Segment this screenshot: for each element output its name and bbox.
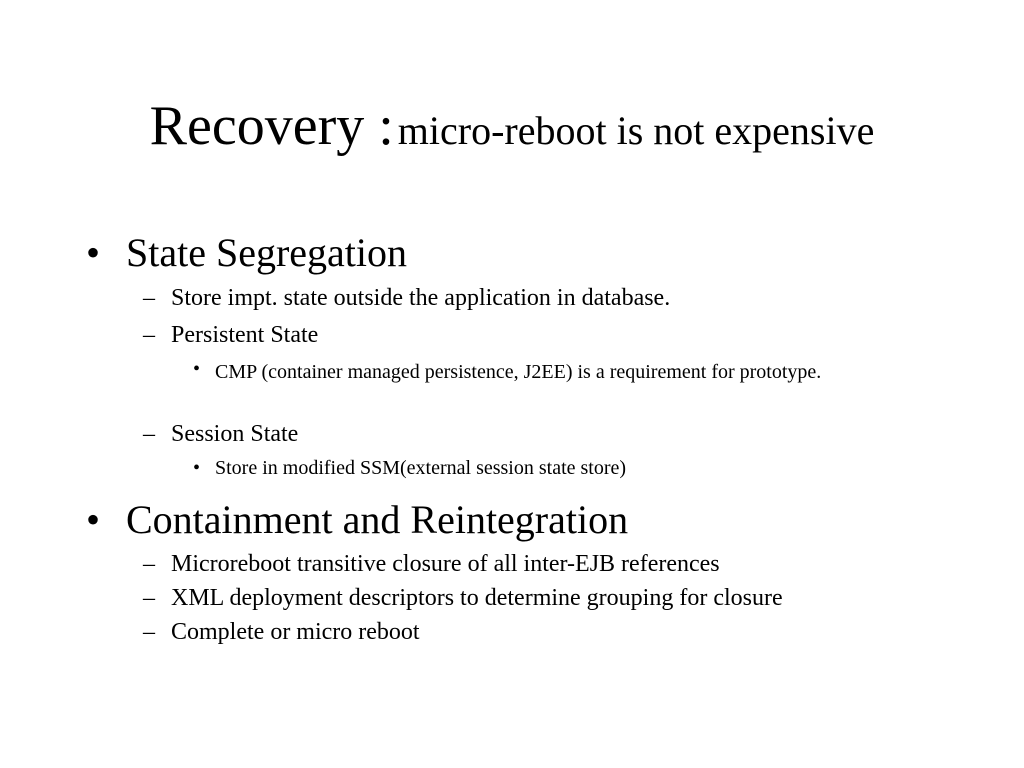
dash-marker: – bbox=[143, 322, 155, 348]
title-subtitle: micro-reboot is not expensive bbox=[397, 108, 875, 153]
subbullet-text: Complete or micro reboot bbox=[171, 619, 420, 645]
dash-marker: – bbox=[143, 421, 155, 447]
bullet-state-segregation bbox=[86, 230, 408, 276]
title-main: Recovery : bbox=[149, 95, 394, 157]
subbullet-text: Session State bbox=[171, 421, 299, 447]
subbullet-persistent-state bbox=[143, 322, 319, 350]
subbullet-xml-descriptors bbox=[143, 585, 783, 613]
subsubbullet-ssm bbox=[193, 457, 627, 480]
subbullet-text: Microreboot transitive closure of all inter-EJB references bbox=[171, 551, 720, 577]
dash-marker: – bbox=[143, 585, 155, 611]
subsubbullet-cmp bbox=[193, 358, 905, 386]
dash-marker: – bbox=[143, 285, 155, 311]
dash-marker: – bbox=[143, 619, 155, 645]
subbullet-session-state bbox=[143, 421, 299, 449]
subbullet-text: Store impt. state outside the application in database. bbox=[171, 285, 671, 311]
bullet-text: Containment and Reintegration bbox=[126, 497, 629, 542]
bullet-containment-reintegration bbox=[86, 497, 629, 543]
dash-marker: – bbox=[143, 551, 155, 577]
subbullet-complete-or-micro bbox=[143, 619, 420, 647]
subsubbullet-text: CMP (container managed persistence, J2EE) is a requirement for prototype. bbox=[215, 361, 822, 383]
subsubbullet-text: Store in modified SSM(external session state store) bbox=[215, 457, 627, 479]
subbullet-store-impt-state bbox=[143, 285, 671, 313]
subbullet-microreboot-closure bbox=[143, 551, 720, 579]
bullet-marker: • bbox=[193, 358, 201, 380]
bullet-marker: • bbox=[86, 230, 101, 275]
subbullet-text: Persistent State bbox=[171, 322, 319, 348]
subbullet-text: XML deployment descriptors to determine grouping for closure bbox=[171, 585, 783, 611]
bullet-text: State Segregation bbox=[126, 230, 408, 275]
bullet-marker: • bbox=[86, 497, 101, 542]
bullet-marker: • bbox=[193, 457, 201, 479]
